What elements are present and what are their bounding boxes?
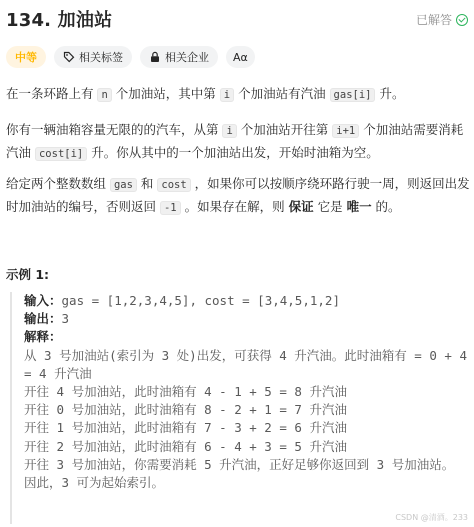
output-label: 输出： <box>24 311 62 327</box>
text: 给定两个整数数组 <box>6 176 110 191</box>
example-input <box>24 292 470 310</box>
example-explanation <box>24 328 470 346</box>
watermark: CSDN @清酒。233 <box>395 513 468 522</box>
text: 个加油站有汽油 <box>234 86 330 101</box>
solved-status <box>416 11 468 28</box>
inline-code: n <box>97 88 111 102</box>
text: 个加油站需要消耗汽油 <box>6 122 464 160</box>
text: 。如果存在解，则 <box>180 199 289 214</box>
explanation-line: 开往 2 号加油站，此时油箱有 6 - 4 + 3 = 5 升汽油 <box>24 438 347 454</box>
lock-icon <box>149 51 161 63</box>
related-companies-label: 相关企业 <box>165 51 209 64</box>
solved-status-label: 已解答 <box>415 13 452 27</box>
inline-code: i <box>222 124 236 138</box>
tag-icon <box>63 51 75 63</box>
text: 和 <box>136 176 158 191</box>
font-size-button[interactable] <box>226 46 255 68</box>
explanation-line: 开往 3 号加油站，你需要消耗 5 升汽油，正好足够你返回到 3 号加油站。 <box>24 456 455 472</box>
text: 升。你从其中的一个加油站出发，开始时油箱为空。 <box>87 145 379 160</box>
tag-bar <box>6 46 255 68</box>
problem-header <box>6 6 468 32</box>
text: 它是 <box>313 199 347 214</box>
related-tags-button[interactable] <box>54 46 132 68</box>
difficulty-label: 中等 <box>15 51 37 64</box>
explanation-line: 从 3 号加油站(索引为 3 处)出发，可获得 4 升汽油。此时油箱有 = 0 + 4 = 4 升汽油 <box>24 347 467 381</box>
text: 个加油站开往第 <box>236 122 333 137</box>
text: 你有一辆油箱容量无限的的汽车，从第 <box>6 122 223 137</box>
inline-code: gas <box>110 178 137 192</box>
text: 的。 <box>371 199 401 214</box>
text: ，如果你可以按顺序绕环路行驶一周，则返回出发时加油站的编号，否则返回 <box>6 176 470 214</box>
check-circle-icon <box>456 14 468 26</box>
example-output <box>24 310 470 328</box>
problem-title: 134. 加油站 <box>6 10 113 31</box>
inline-code: -1 <box>160 201 181 215</box>
example-block <box>10 292 470 524</box>
output-value: 3 <box>61 311 70 327</box>
explanation-line: 开往 1 号加油站，此时油箱有 7 - 3 + 2 = 6 升汽油 <box>24 420 347 436</box>
explanation-label: 解释： <box>24 329 62 345</box>
inline-code: cost <box>157 178 190 192</box>
inline-code: gas[i] <box>330 88 376 102</box>
difficulty-badge <box>6 46 46 68</box>
inline-code: i <box>220 88 234 102</box>
input-value: gas = [1,2,3,4,5], cost = [3,4,5,1,2] <box>61 293 340 308</box>
font-size-icon: Aα <box>233 50 248 64</box>
input-label: 输入： <box>24 293 62 308</box>
explanation-line: 开往 0 号加油站，此时油箱有 8 - 2 + 1 = 7 升汽油 <box>24 402 347 418</box>
description-paragraph-2 <box>6 119 470 165</box>
related-companies-button[interactable] <box>140 46 218 68</box>
inline-code: i+1 <box>332 124 359 138</box>
text: 在一条环路上有 <box>6 86 98 101</box>
explanation-line: 因此，3 可为起始索引。 <box>24 475 165 491</box>
emphasis-text: 保证 <box>288 199 314 214</box>
inline-code: cost[i] <box>35 147 87 161</box>
text: 个加油站，其中第 <box>111 86 220 101</box>
description-paragraph-1 <box>6 83 470 106</box>
emphasis-text: 唯一 <box>346 199 372 214</box>
text: 升。 <box>375 86 405 101</box>
explanation-line: 开往 4 号加油站，此时油箱有 4 - 1 + 5 = 8 升汽油 <box>24 384 347 400</box>
example-title: 示例 1: <box>6 267 50 282</box>
related-tags-label: 相关标签 <box>79 51 123 64</box>
description-paragraph-3 <box>6 173 470 219</box>
